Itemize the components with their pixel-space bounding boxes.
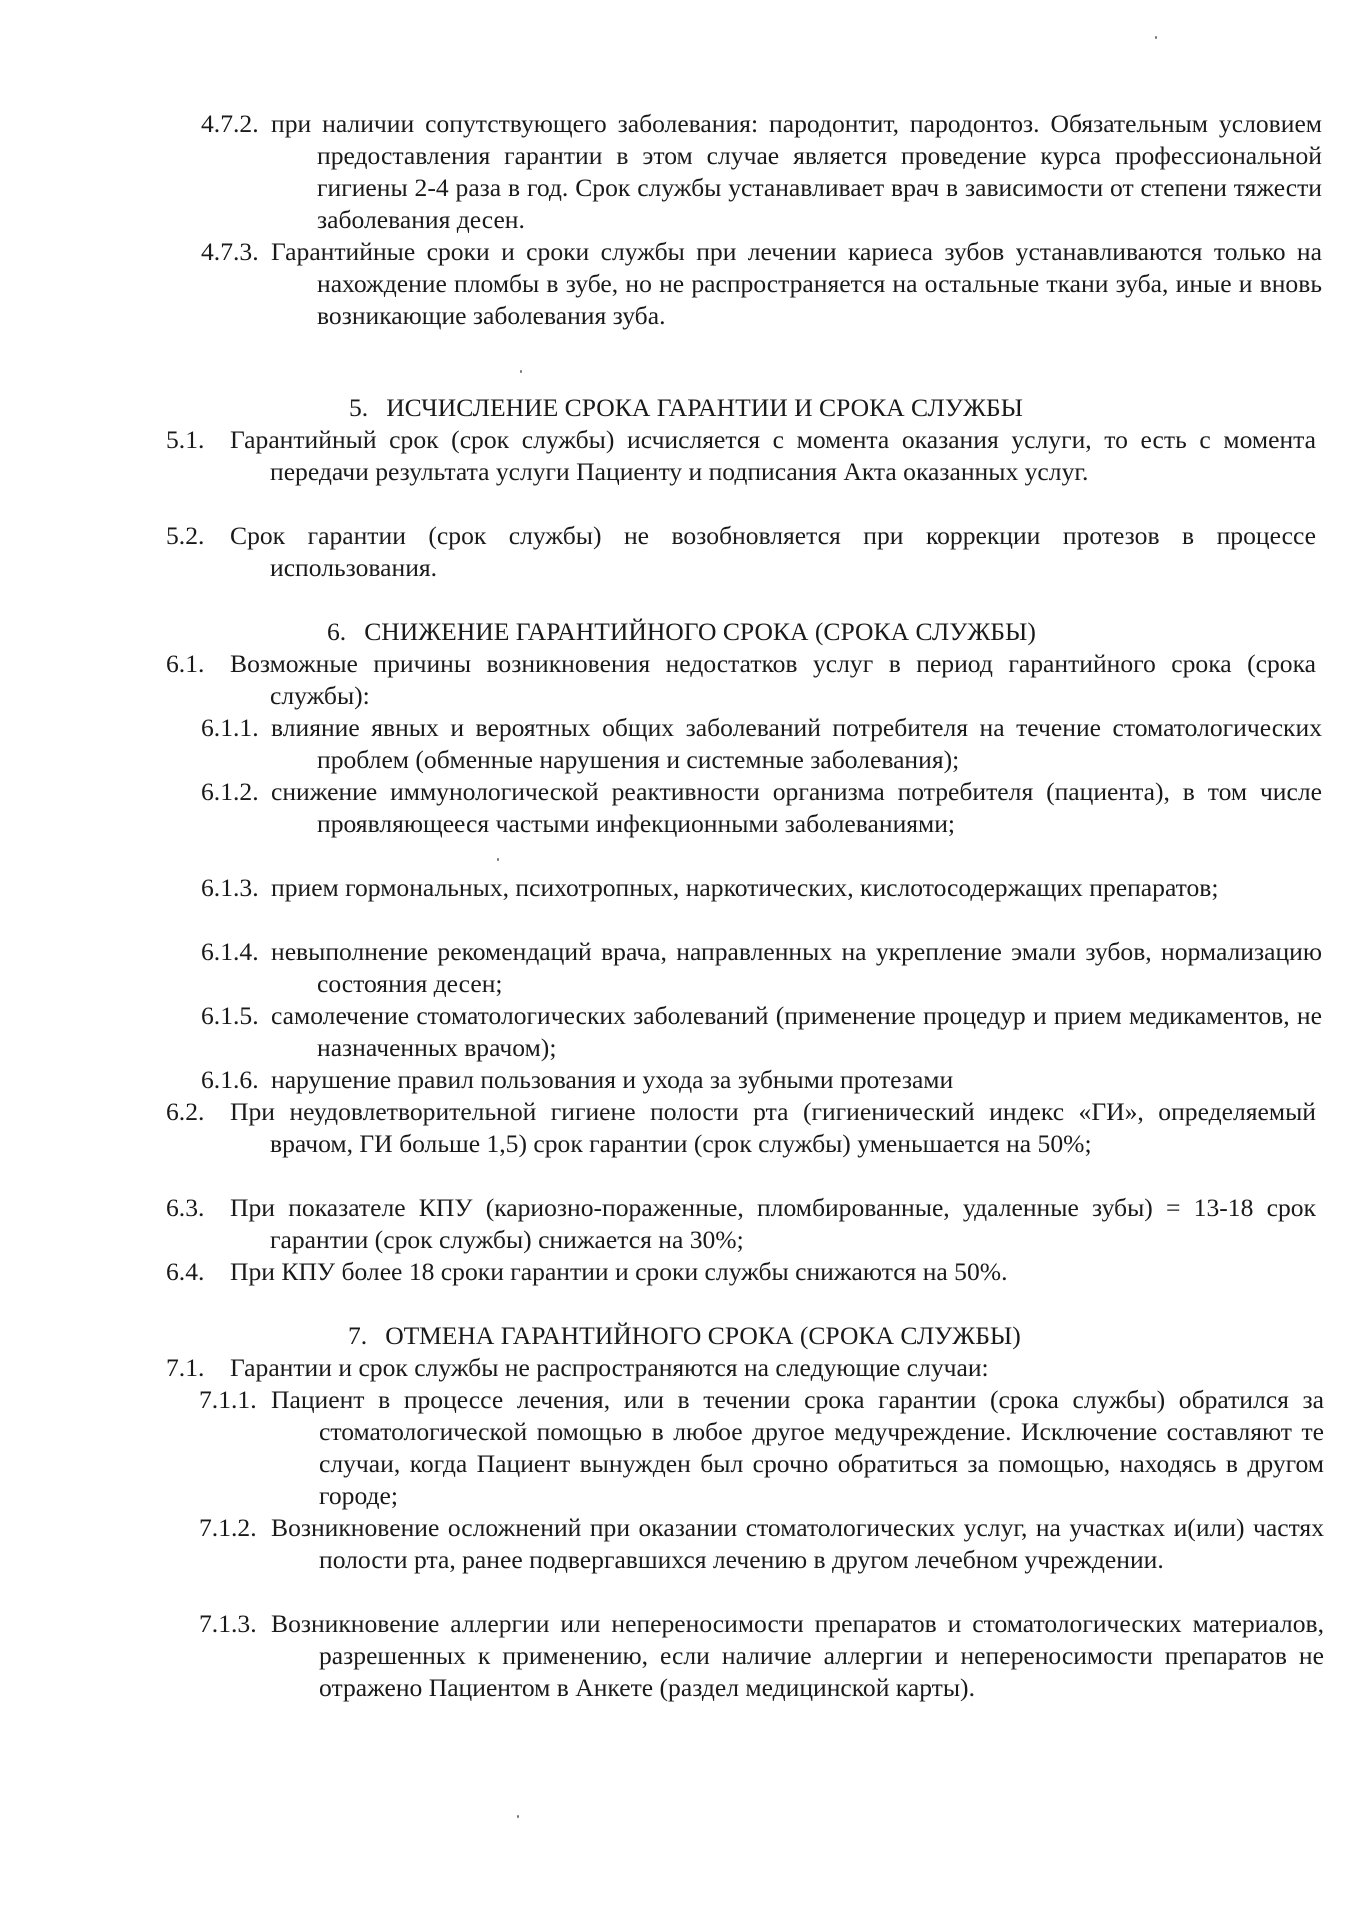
clause-text: самолечение стоматологических заболеваний (применение процедур и прием медикаментов, не назначенных врачом); xyxy=(271,1001,1322,1062)
clause-text: Гарантийные сроки и сроки службы при лечении кариеса зубов устанавливаются только на нахождение пломбы в зубе, но не распространяется на остальные ткани зуба, иные и вновь возникающие заболевания зуба. xyxy=(271,237,1322,330)
scan-speck xyxy=(497,858,499,861)
clause-7-1 xyxy=(166,1352,1316,1384)
clause-text: Возникновение аллергии или непереносимости препаратов и стоматологических материалов, разрешенных к применению, если наличие аллергии и непереносимости препаратов не отражено Пациентом в Анкете (раздел медицинской карты). xyxy=(271,1609,1324,1702)
clause-text: Возможные причины возникновения недостатков услуг в период гарантийного срока (срока службы): xyxy=(230,649,1316,710)
clause-number: 5.2. xyxy=(166,521,205,550)
section-title: СНИЖЕНИЕ ГАРАНТИЙНОГО СРОКА (СРОКА СЛУЖБЫ) xyxy=(364,617,1036,646)
clause-6-4 xyxy=(166,1256,1316,1288)
clause-text: Гарантийный срок (срок службы) исчисляется с момента оказания услуги, то есть с момента передачи результата услуги Пациенту и подписания Акта оказанных услуг. xyxy=(230,425,1316,486)
clause-number: 7.1.1. xyxy=(199,1385,257,1414)
clause-text: Возникновение осложнений при оказании стоматологических услуг, на участках и(или) частях полости рта, ранее подвергавшихся лечению в другом лечебном учреждении. xyxy=(271,1513,1324,1574)
clause-text: При показателе КПУ (кариозно-пораженные, пломбированные, удаленные зубы) = 13-18 срок гарантии (срок службы) снижается на 30%; xyxy=(230,1193,1316,1254)
clause-number: 6.1.2. xyxy=(201,777,259,806)
clause-6-1-3 xyxy=(201,872,1322,904)
clause-number: 7.1.2. xyxy=(199,1513,257,1542)
clause-5-1 xyxy=(166,424,1316,488)
scan-speck xyxy=(1155,36,1157,39)
section-title: ИСЧИСЛЕНИЕ СРОКА ГАРАНТИИ И СРОКА СЛУЖБЫ xyxy=(386,393,1023,422)
section-7-heading xyxy=(348,1320,1021,1352)
clause-6-3 xyxy=(166,1192,1316,1256)
clause-number: 6.2. xyxy=(166,1097,205,1126)
clause-text: невыполнение рекомендаций врача, направленных на укрепление эмали зубов, нормализацию состояния десен; xyxy=(271,937,1322,998)
clause-6-1-6 xyxy=(201,1064,1322,1096)
clause-number: 6.1. xyxy=(166,649,205,678)
section-5-heading xyxy=(349,392,1023,424)
section-number: 5. xyxy=(349,393,369,422)
clause-number: 6.1.1. xyxy=(201,713,259,742)
section-number: 6. xyxy=(327,617,347,646)
clause-text: Срок гарантии (срок службы) не возобновляется при коррекции протезов в процессе использования. xyxy=(230,521,1316,582)
clause-text: При неудовлетворительной гигиене полости рта (гигиенический индекс «ГИ», определяемый врачом, ГИ больше 1,5) срок гарантии (срок службы) уменьшается на 50%; xyxy=(230,1097,1316,1158)
clause-text: При КПУ более 18 сроки гарантии и сроки службы снижаются на 50%. xyxy=(230,1257,1008,1286)
section-title: ОТМЕНА ГАРАНТИЙНОГО СРОКА (СРОКА СЛУЖБЫ) xyxy=(385,1321,1021,1350)
clause-number: 6.1.4. xyxy=(201,937,259,966)
clause-6-1-4 xyxy=(201,936,1322,1000)
scan-speck xyxy=(517,1815,519,1818)
section-6-heading xyxy=(327,616,1036,648)
clause-6-1-5 xyxy=(201,1000,1322,1064)
clause-text: Гарантии и срок службы не распространяются на следующие случаи: xyxy=(230,1353,989,1382)
clause-6-2 xyxy=(166,1096,1316,1160)
clause-4-7-3 xyxy=(201,236,1322,332)
clause-text: нарушение правил пользования и ухода за зубными протезами xyxy=(271,1065,954,1094)
clause-number: 6.4. xyxy=(166,1257,205,1286)
clause-number: 7.1.3. xyxy=(199,1609,257,1638)
clause-6-1-2 xyxy=(201,776,1322,840)
clause-number: 6.1.3. xyxy=(201,873,259,902)
clause-text: прием гормональных, психотропных, наркотических, кислотосодержащих препаратов; xyxy=(271,873,1219,902)
clause-text: Пациент в процессе лечения, или в течении срока гарантии (срока службы) обратился за стоматологической помощью в любое другое медучреждение. Исключение составляют те случаи, когда Пациент вынужден был срочно обратиться за помощью, находясь в другом городе; xyxy=(271,1385,1324,1510)
section-number: 7. xyxy=(348,1321,368,1350)
clause-number: 4.7.2. xyxy=(201,109,259,138)
clause-7-1-2 xyxy=(199,1512,1324,1576)
scan-speck xyxy=(520,370,522,373)
clause-4-7-2 xyxy=(201,108,1322,236)
clause-6-1-1 xyxy=(201,712,1322,776)
clause-number: 5.1. xyxy=(166,425,205,454)
clause-7-1-1 xyxy=(199,1384,1324,1512)
clause-7-1-3 xyxy=(199,1608,1324,1704)
clause-number: 6.1.5. xyxy=(201,1001,259,1030)
clause-text: влияние явных и вероятных общих заболеваний потребителя на течение стоматологических проблем (обменные нарушения и системные заболевания); xyxy=(271,713,1322,774)
clause-text: снижение иммунологической реактивности организма потребителя (пациента), в том числе проявляющееся частыми инфекционными заболеваниями; xyxy=(271,777,1322,838)
clause-number: 7.1. xyxy=(166,1353,205,1382)
clause-number: 6.1.6. xyxy=(201,1065,259,1094)
clause-5-2 xyxy=(166,520,1316,584)
clause-6-1 xyxy=(166,648,1316,712)
clause-text: при наличии сопутствующего заболевания: пародонтит, пародонтоз. Обязательным условием предоставления гарантии в этом случае является проведение курса профессиональной гигиены 2-4 раза в год. Срок службы устанавливает врач в зависимости от степени тяжести заболевания десен. xyxy=(271,109,1322,234)
clause-number: 4.7.3. xyxy=(201,237,259,266)
clause-number: 6.3. xyxy=(166,1193,205,1222)
